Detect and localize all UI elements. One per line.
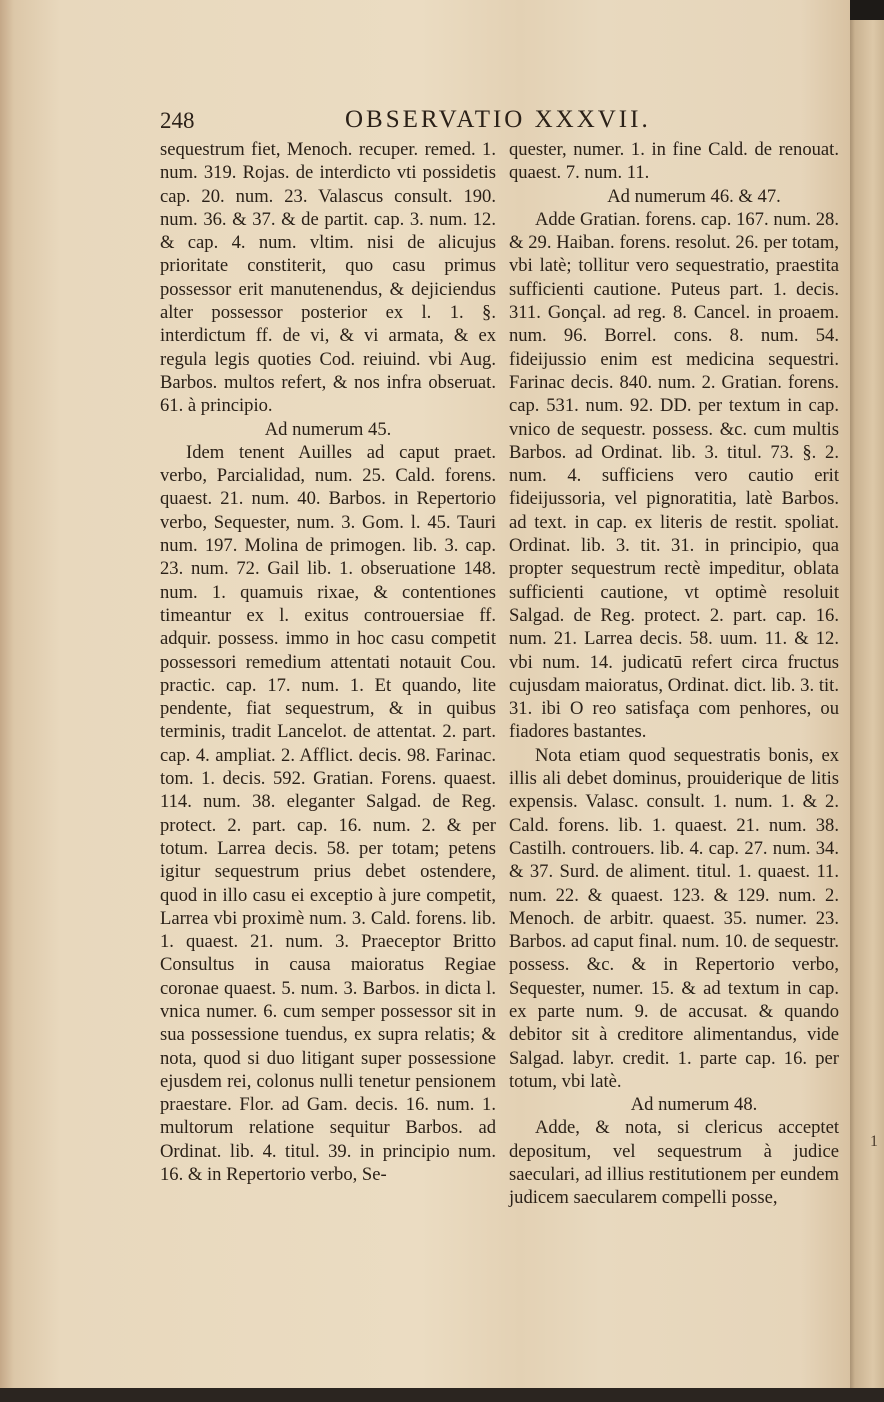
section-heading: Ad numerum 48.: [630, 1094, 758, 1116]
section-heading: Ad numerum 46. & 47.: [607, 185, 781, 207]
paragraph: Nota etiam quod sequestratis bonis, ex illis ali debet dominus, prouiderique de litis expensis. Valasc. consult. 1. num. 1. & 2. Cald. forens. lib. 1. quaest. 21. num. 38. Castilh. controuers. lib. 4. cap. 27. num. 34. & 37. Surd. de aliment. titul. 1. quaest. 11. num. 22. & quaest. 123. & 129. num. 2. Menoch. de arbitr. quaest. 35. numer. 23. Barbos. ad caput final. num. 10. de sequestr. possess. &c. & in Repertorio verbo, Sequester, numer. 15. & ad textum in cap. ex parte num. 9. de accusat. & quando debitor sit à creditore alimentandus, vide Salgad. labyr. credit. 1. parte cap. 16. per totum, vbi latè.: [509, 744, 839, 1092]
paragraph: Adde Gratian. forens. cap. 167. num. 28. & 29. Haiban. forens. resolut. 26. per totam, vbi latè; tollitur vero sequestratio, praestita sufficienti cautione. Puteus part. 1. decis. 311. Gonçal. ad reg. 8. Cancel. in proaem. num. 96. Borrel. cons. 8. num. 54. fideijussio enim est medicina sequestri. Farinac decis. 840. num. 2. Gratian. forens. cap. 531. num. 92. DD. per textum in cap. vnico de sequestr. possess. &c. cum multis Barbos. ad Ordinat. lib. 3. titul. 73. §. 2. num. 4. sufficiens vero cautio erit fideijussoria, vel pignoratitia, latè Barbos. ad text. in cap. ex literis de restit. spoliat. Ordinat. lib. 3. tit. 31. in principio, qua propter sequestrum rectè impeditur, oblata sufficienti cautione, vt optimè resoluit Salgad. de Reg. protect. 2. part. cap. 16. num. 21. Larrea decis. 58. uum. 11. & 12. vbi num. 14. judicatū refert circa fructus cujusdam maioratus, Ordinat. dict. lib. 3. tit. 31. ibi O reo satisfaça com penhores, ou fiadores bastantes.: [509, 208, 839, 743]
paragraph: Adde, & nota, si clericus acceptet depositum, vel sequestrum à judice saeculari, ad illius restitutionem per eundem judicem saecularem compelli posse,: [509, 1117, 839, 1209]
section-heading: Ad numerum 45.: [264, 418, 392, 440]
page-number: 248: [160, 108, 195, 133]
paragraph: Idem tenent Auilles ad caput praet. verbo, Parcialidad, num. 25. Cald. forens. quaest. 21. num. 40. Barbos. in Repertorio verbo, Sequester, num. 3. Gom. l. 45. Tauri num. 197. Molina de primogen. lib. 3. cap. 23. num. 72. Gail lib. 1. obseruatione 148. num. 1. quamuis rixae, & contentiones timeantur ex l. exitus controuersiae ff. adquir. possess. immo in hoc casu competit possessori remedium attentati notauit Cou. practic. cap. 17. num. 1. Et quando, lite pendente, fiat sequestrum, & in quibus terminis, tradit Lancelot. de attentat. 2. part. cap. 4. ampliat. 2. Afflict. decis. 98. Farinac. tom. 1. decis. 592. Gratian. Forens. quaest. 114. num. 38. eleganter Salgad. de Reg. protect. 2. part. cap. 16. num. 2. & per totum. Larrea decis. 58. per totam; petens igitur sequestrum prius debet ostendere, quod in illo casu ei exceptio à jure competit, Larrea vbi proximè num. 3. Cald. forens. lib. 1. quaest. 21. num. 3. Praeceptor Britto Consultus in causa maioratus Regiae coronae quaest. 5. num. 3. Barbos. in dicta l. vnica numer. 6. cum semper possessor sit in sua possessione tuendus, ex supra relatis; & nota, quod si duo litigant super possessione ejusdem rei, colonus nulli tenetur pensionem praestare. Flor. ad Gam. decis. 16. num. 1. multorum relatione sequitur Barbos. ad Ordinat. lib. 4. titul. 39. in principio num. 16. & in Repertorio verbo, Se-: [160, 441, 496, 1186]
bottom-shadow: [0, 1388, 884, 1402]
right-column: [509, 138, 839, 1210]
paragraph: sequestrum fiet, Menoch. recuper. remed. 1. num. 319. Rojas. de interdicto vti possidetis cap. 20. num. 23. Valascus consult. 190. num. 36. & 37. & de partit. cap. 3. num. 12. & cap. 4. num. vltim. nisi de alicujus prioritate constiterit, quo casu primus possessor erit manutenendus, & dejiciendus alter possessor posterior ex l. 1. §. interdictum ff. de vi, & vi armata, & ex regula legis quoties Cod. reiuind. vbi Aug. Barbos. multos refert, & nos infra obseruat. 61. à principio.: [160, 139, 496, 417]
running-title: OBSERVATIO XXXVII.: [345, 106, 651, 133]
next-page-edge: [845, 20, 884, 1402]
left-column: [160, 138, 496, 1186]
edge-mark: 1: [870, 1133, 878, 1150]
paragraph: quester, numer. 1. in fine Cald. de renouat. quaest. 7. num. 11.: [509, 139, 839, 184]
